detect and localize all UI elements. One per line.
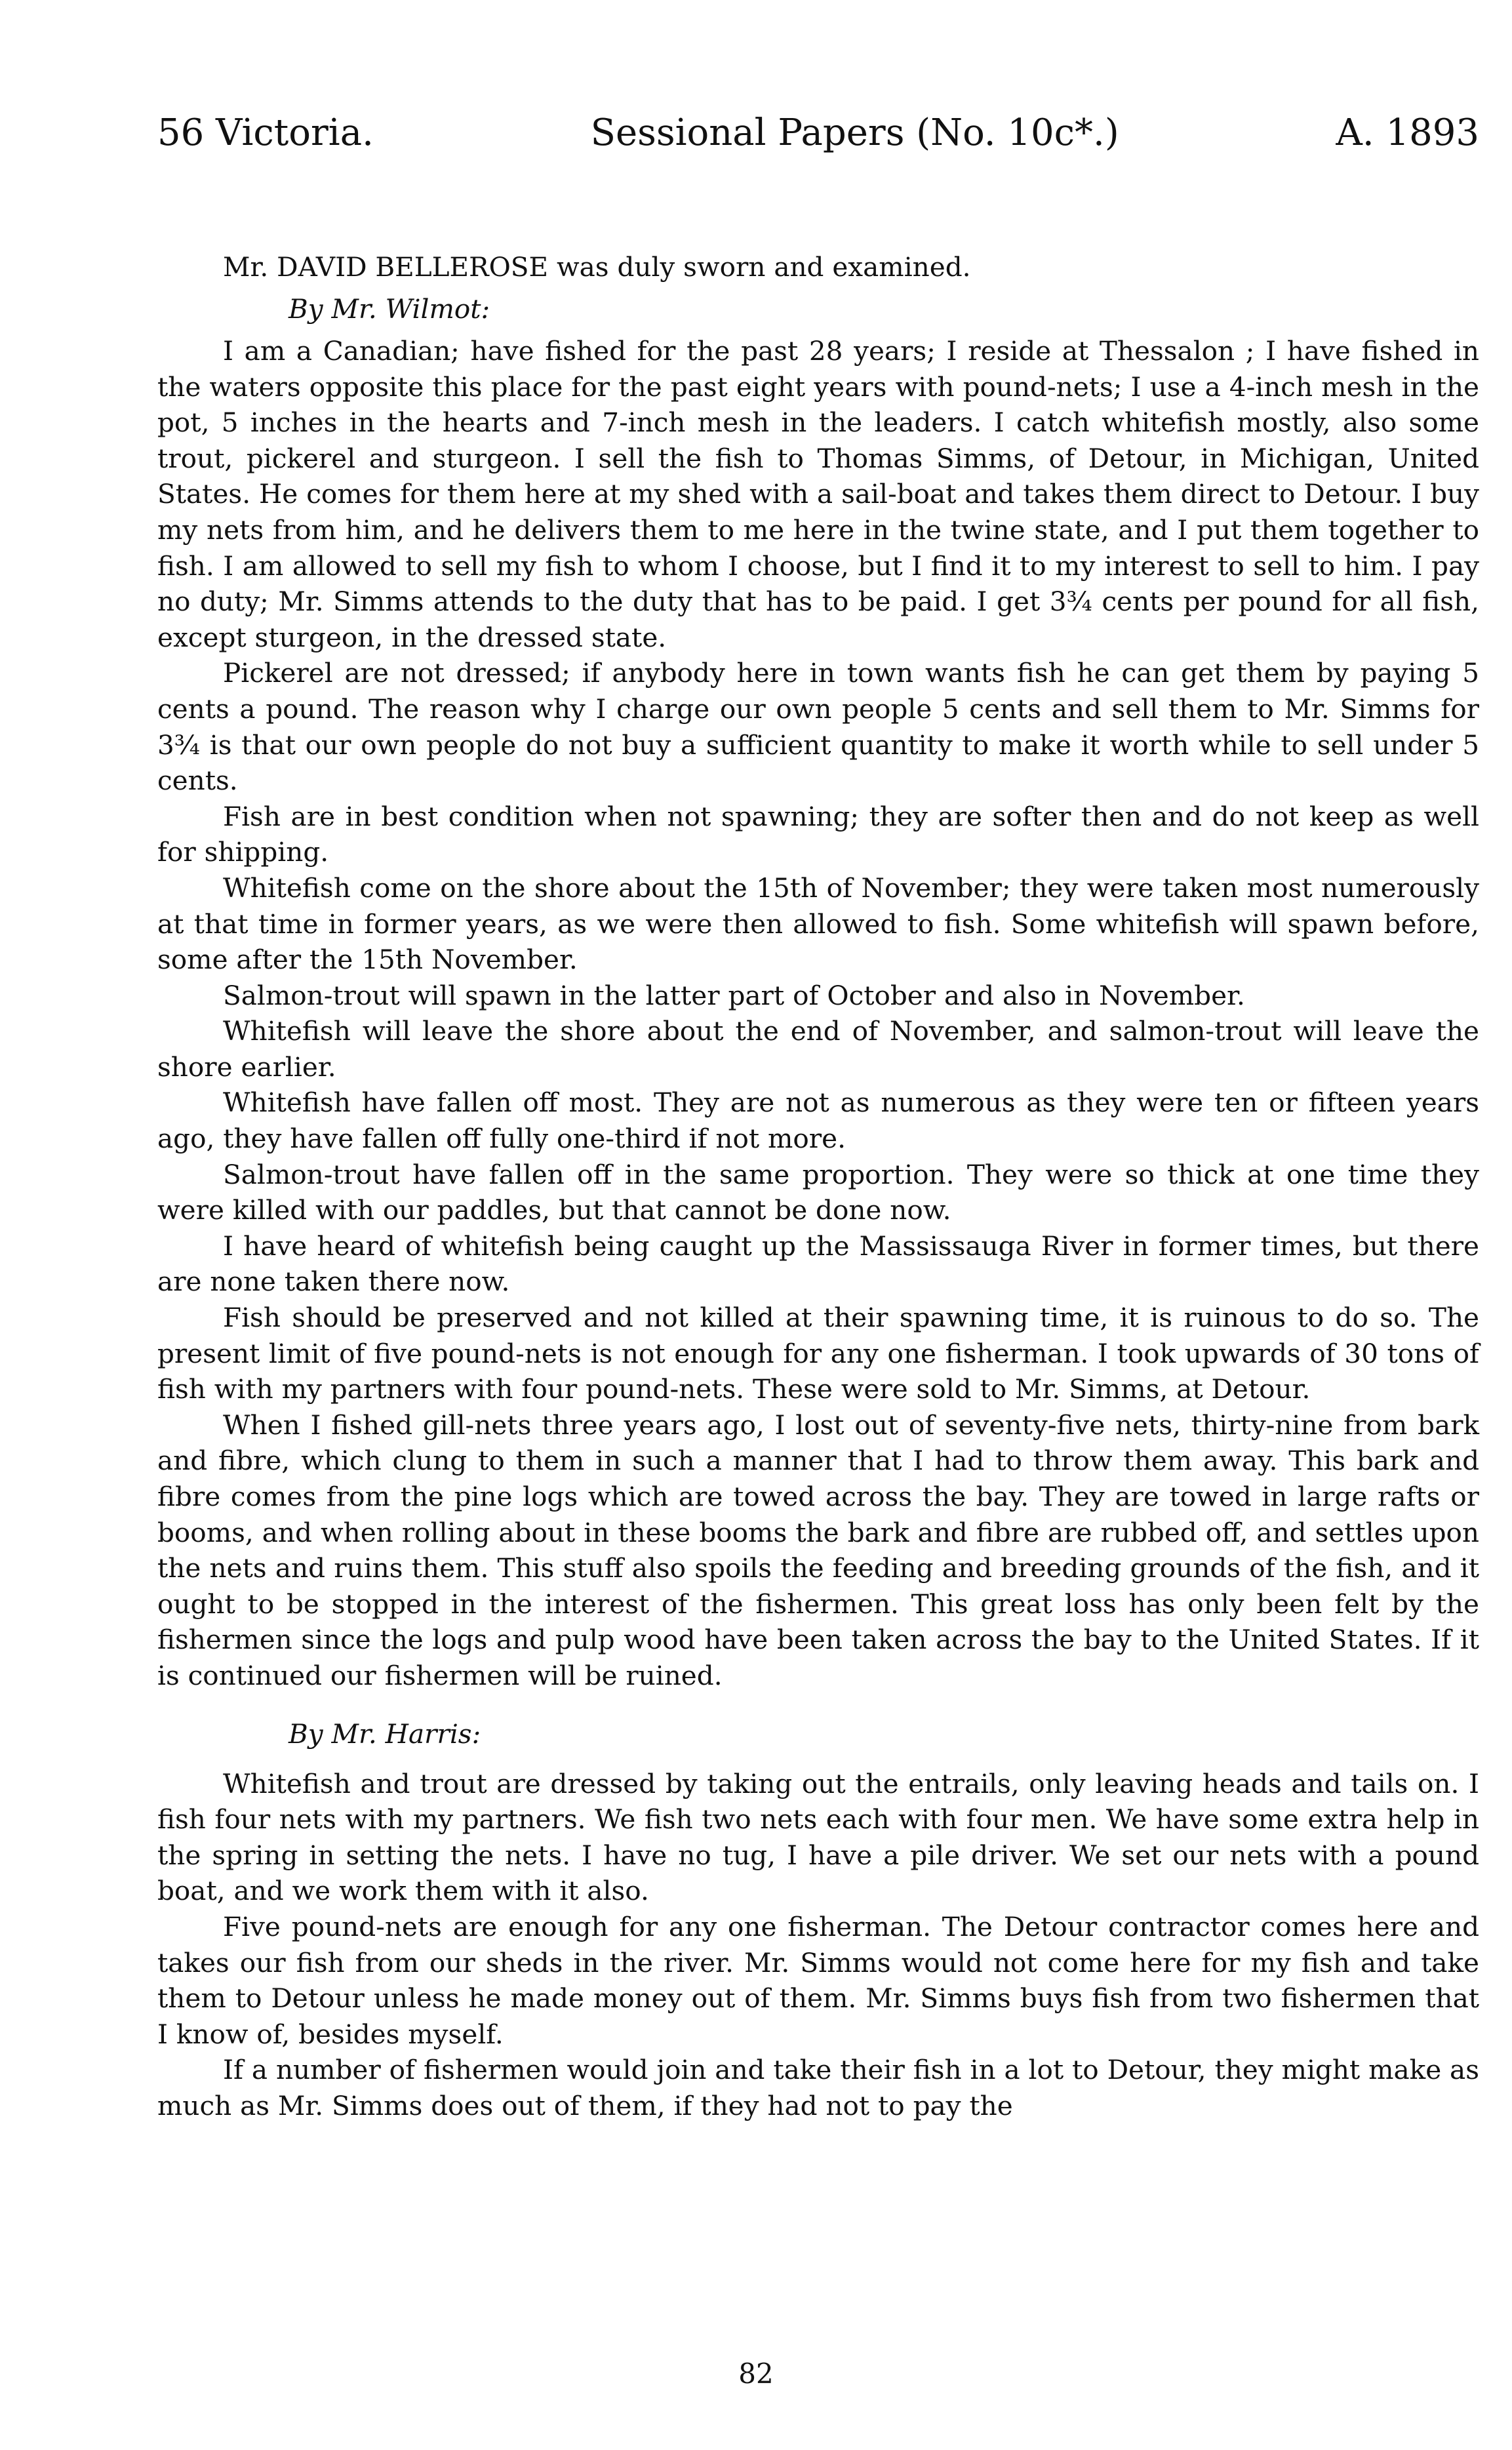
- paragraph: When I fished gill-nets three years ago, I lost out of seventy-five nets, thirty-nine from bark and fibre, which clung to them in such a manner that I had to throw them away. This bark and fibre comes from the pine logs which are towed across the bay. They are towed in large rafts or booms, and when rolling about in these booms the bark and fibre are rubbed off, and settles upon the nets and ruins them. This stuff also spoils the feeding and breeding grounds of the fish, and it ought to be stopped in the interest of the fishermen. This great loss has only been felt by the fishermen since the logs and pulp wood have been taken across the bay to the United States. If it is continued our fishermen will be ruined.: [157, 1409, 1479, 1691]
- paragraph: Whitefish and trout are dressed by taking out the entrails, only leaving heads and tails on. I fish four nets with my partners. We fish two nets each with four men. We have some extra help in the spring in setting the nets. I have no tug, I have a pile driver. We set our nets with a pound boat, and we work them with it also.: [157, 1767, 1479, 1907]
- paragraph: Whitefish have fallen off most. They are not as numerous as they were ten or fifteen years ago, they have fallen off fully one-third if not more.: [157, 1087, 1479, 1155]
- running-header: [157, 111, 1479, 177]
- paragraph: Whitefish will leave the shore about the end of November, and salmon-trout will leave the shore earlier.: [157, 1015, 1479, 1083]
- examiner-heading: By Mr. Wilmot:: [288, 293, 490, 325]
- paragraph: Salmon-trout have fallen off in the same proportion. They were so thick at one time they were killed with our paddles, but that cannot be done now.: [157, 1158, 1479, 1226]
- examiner-heading: By Mr. Harris:: [288, 1717, 481, 1750]
- paragraph: Whitefish come on the shore about the 15th of November; they were taken most numerously at that time in former years, as we were then allowed to fish. Some whitefish will spawn before, some after the 15th November.: [157, 872, 1479, 976]
- paragraph: I have heard of whitefish being caught up the Massissauga River in former times, but there are none taken there now.: [157, 1230, 1479, 1298]
- document-page: [157, 111, 1479, 2124]
- paragraph: Five pound-nets are enough for any one fisherman. The Detour contractor comes here and takes our fish from our sheds in the river. Mr. Simms would not come here for my fish and take them to Detour unless he made money out of them. Mr. Simms buys fish from two fishermen that I know of, besides myself.: [157, 1910, 1479, 2050]
- paragraph: If a number of fishermen would join and take their fish in a lot to Detour, they might make as much as Mr. Simms does out of them, if they had not to pay the: [157, 2054, 1479, 2121]
- paragraph: Salmon-trout will spawn in the latter part of October and also in November.: [223, 979, 1245, 1011]
- header-year: A. 1893: [1336, 111, 1479, 154]
- paragraph: Fish are in best condition when not spawning; they are softer then and do not keep as well for shipping.: [157, 800, 1479, 868]
- page-number: 82: [738, 2358, 774, 2390]
- examination-section-harris: [157, 1716, 1479, 2124]
- header-series: Sessional Papers (No. 10c*.): [590, 111, 1119, 154]
- paragraph: Fish should be preserved and not killed at their spawning time, it is ruinous to do so. The present limit of five pound-nets is not enough for any one fisherman. I took upwards of 30 tons of fish with my partners with four pound-nets. These were sold to Mr. Simms, at Detour.: [157, 1302, 1479, 1405]
- paragraph: I am a Canadian; have fished for the past 28 years; I reside at Thessalon ; I have fished in the waters opposite this place for the past eight years with pound-nets; I use a 4-inch mesh in the pot, 5 inches in the hearts and 7-inch mesh in the leaders. I catch whitefish mostly, also some trout, pickerel and sturgeon. I sell the fish to Thomas Simms, of Detour, in Michigan, United States. He comes for them here at my shed with a sail-boat and takes them direct to Detour. I buy my nets from him, and he delivers them to me here in the twine state, and I put them together to fish. I am allowed to sell my fish to whom I choose, but I find it to my interest to sell to him. I pay no duty; Mr. Simms attends to the duty that has to be paid. I get 3¾ cents per pound for all fish, except sturgeon, in the dressed state.: [157, 335, 1479, 653]
- header-volume: 56 Victoria.: [157, 111, 374, 154]
- witness-intro: Mr. DAVID BELLEROSE was duly sworn and examined.: [223, 251, 971, 283]
- paragraph: Pickerel are not dressed; if anybody here in town wants fish he can get them by paying 5 cents a pound. The reason why I charge our own people 5 cents and sell them to Mr. Simms for 3¾ is that our own people do not buy a sufficient quantity to make it worth while to sell under 5 cents.: [157, 657, 1479, 797]
- examination-section-wilmot: [157, 291, 1479, 1694]
